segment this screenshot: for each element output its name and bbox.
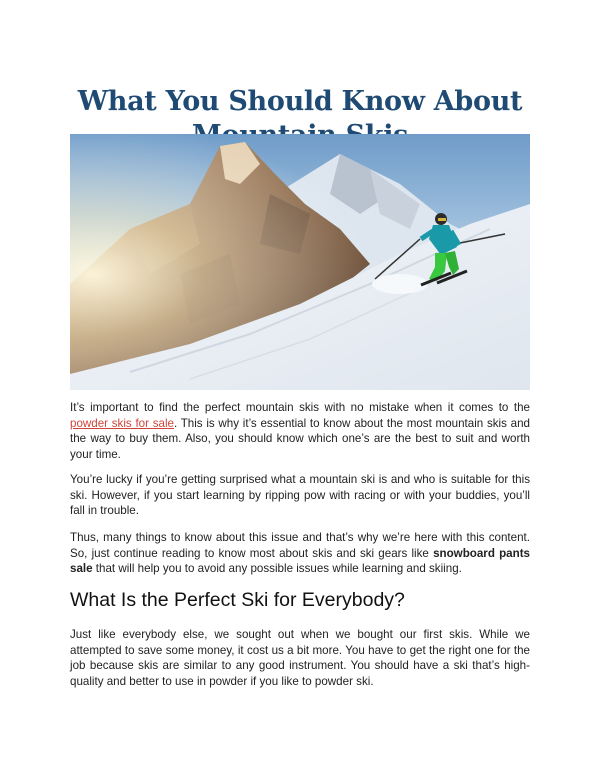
paragraph-text: that will help you to avoid any possible issues while learning and skiing. bbox=[92, 562, 462, 576]
third-paragraph bbox=[70, 530, 530, 577]
paragraph-text: It’s important to find the perfect mountain skis with no mistake when it comes to the bbox=[70, 401, 530, 414]
section-paragraph: Just like everybody else, we sought out when we bought our first skis. While we attempted to save some money, it cost us a bit more. You have to get the right one for the job because skis are similar to any good instrument. You should have a ski that’s high-quality and better to use in powder if you like to powder ski. bbox=[70, 628, 530, 688]
powder-skis-link[interactable]: powder skis for sale bbox=[70, 416, 174, 430]
skier-photo-icon bbox=[70, 134, 530, 390]
hero-image bbox=[70, 134, 530, 390]
paragraph-text: . This is why it’s essential to know about the most mountain skis and the way to buy them. Also, you should know which one’s are the best to suit and worth your time. bbox=[70, 416, 530, 461]
intro-paragraph bbox=[70, 400, 530, 462]
section-heading: What Is the Perfect Ski for Everybody? bbox=[70, 589, 405, 611]
page-title: What You Should Know About bbox=[77, 86, 523, 118]
second-paragraph: You’re lucky if you’re getting surprised what a mountain ski is and who is suitable for this ski. However, if you start learning by ripping pow with racing or with your buddies, you’ll fall in trouble. bbox=[70, 473, 530, 518]
paragraph-text: Thus, many things to know about this issue and that’s why we’re here with this content. So, just continue reading to know most about skis and ski gears like bbox=[70, 531, 530, 560]
snowboard-pants-bold: snowboard pants sale bbox=[70, 546, 530, 576]
